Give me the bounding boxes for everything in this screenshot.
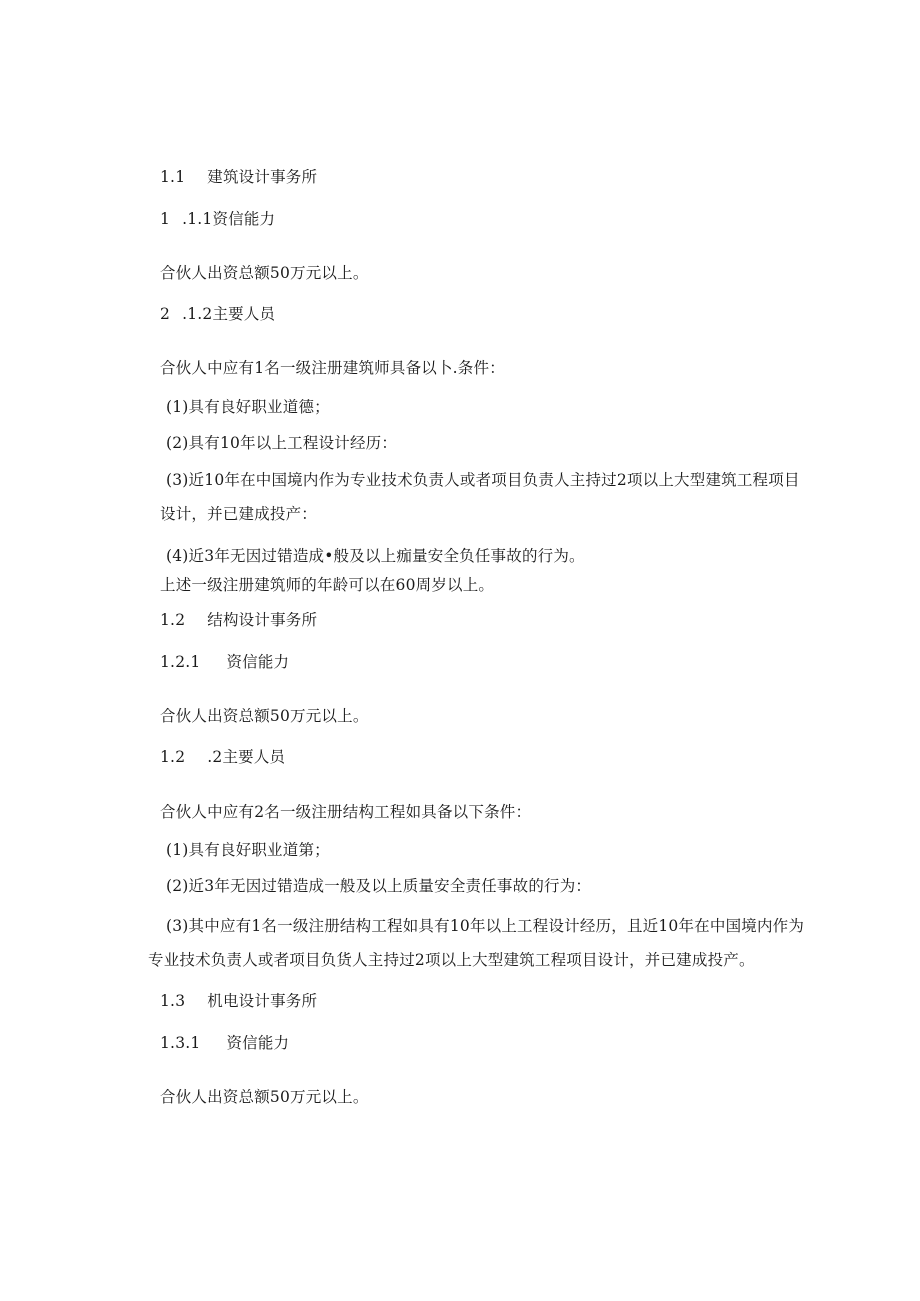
- heading-number: 1: [160, 210, 171, 228]
- heading-1-1-1: [160, 208, 275, 230]
- list-item: (1)具有良好职业道第；: [166, 841, 330, 859]
- heading-title: .1.1资信能力: [182, 210, 276, 228]
- heading-1-2: [160, 609, 317, 631]
- heading-number: 1.2: [160, 748, 186, 766]
- list-item: (3)近10年在中国境内作为专业技术负责人或者项目负责人主持过2项以上大型建筑工程项目设计，并已建成投产：: [160, 471, 800, 523]
- heading-1-3-1: [160, 1032, 289, 1054]
- heading-1-3: [160, 990, 317, 1012]
- heading-number: 1.1: [160, 168, 186, 186]
- paragraph-intro-architect: 合伙人中应有1名一级注册建筑师具备以卜.条件：: [160, 359, 505, 377]
- paragraph-capital-1: 合伙人出资总额50万元以上。: [160, 264, 369, 282]
- heading-title: .1.2主要人员: [182, 305, 276, 323]
- paragraph-intro-structural: 合伙人中应有2名一级注册结构工程如具备以下条件：: [160, 803, 532, 821]
- list-item: (3)其中应有1名一级注册结构工程如具有10年以上工程设计经历，且近10年在中国境内作为专业技术负责人或者项目负货人主持过2项以上大型建筑工程项目设计，并已建成投产。: [148, 917, 805, 969]
- heading-number: 1.2: [160, 611, 186, 629]
- heading-title: 机电设计事务所: [207, 992, 318, 1010]
- list-item: (4)近3年无因过错造成•般及以上痂量安全负任事故的行为。: [166, 547, 585, 565]
- heading-number: 1.2.1: [160, 653, 201, 671]
- heading-number: 2: [160, 305, 171, 323]
- heading-number: 1.3.1: [160, 1034, 201, 1052]
- paragraph-capital-2: 合伙人出资总额50万元以上。: [160, 707, 369, 725]
- list-item: (2)具有10年以上工程设计经历：: [166, 434, 398, 452]
- heading-title: 资信能力: [226, 1034, 290, 1052]
- paragraph-age-note: 上述一级注册建筑师的年龄可以在60周岁以上。: [160, 576, 495, 594]
- heading-title: .2主要人员: [207, 748, 286, 766]
- list-item: (2)近3年无因过错造成一般及以上质量安全责任事故的行为：: [166, 877, 592, 895]
- heading-1-1: [160, 166, 317, 188]
- paragraph-capital-3: 合伙人出资总额50万元以上。: [160, 1088, 369, 1106]
- heading-1-2-2: [160, 746, 285, 768]
- heading-title: 结构设计事务所: [207, 611, 318, 629]
- heading-title: 建筑设计事务所: [207, 168, 318, 186]
- list-item: (1)具有良好职业道德；: [166, 398, 330, 416]
- heading-title: 资信能力: [226, 653, 290, 671]
- heading-1-1-2: [160, 303, 275, 325]
- heading-1-2-1: [160, 651, 289, 673]
- heading-number: 1.3: [160, 992, 186, 1010]
